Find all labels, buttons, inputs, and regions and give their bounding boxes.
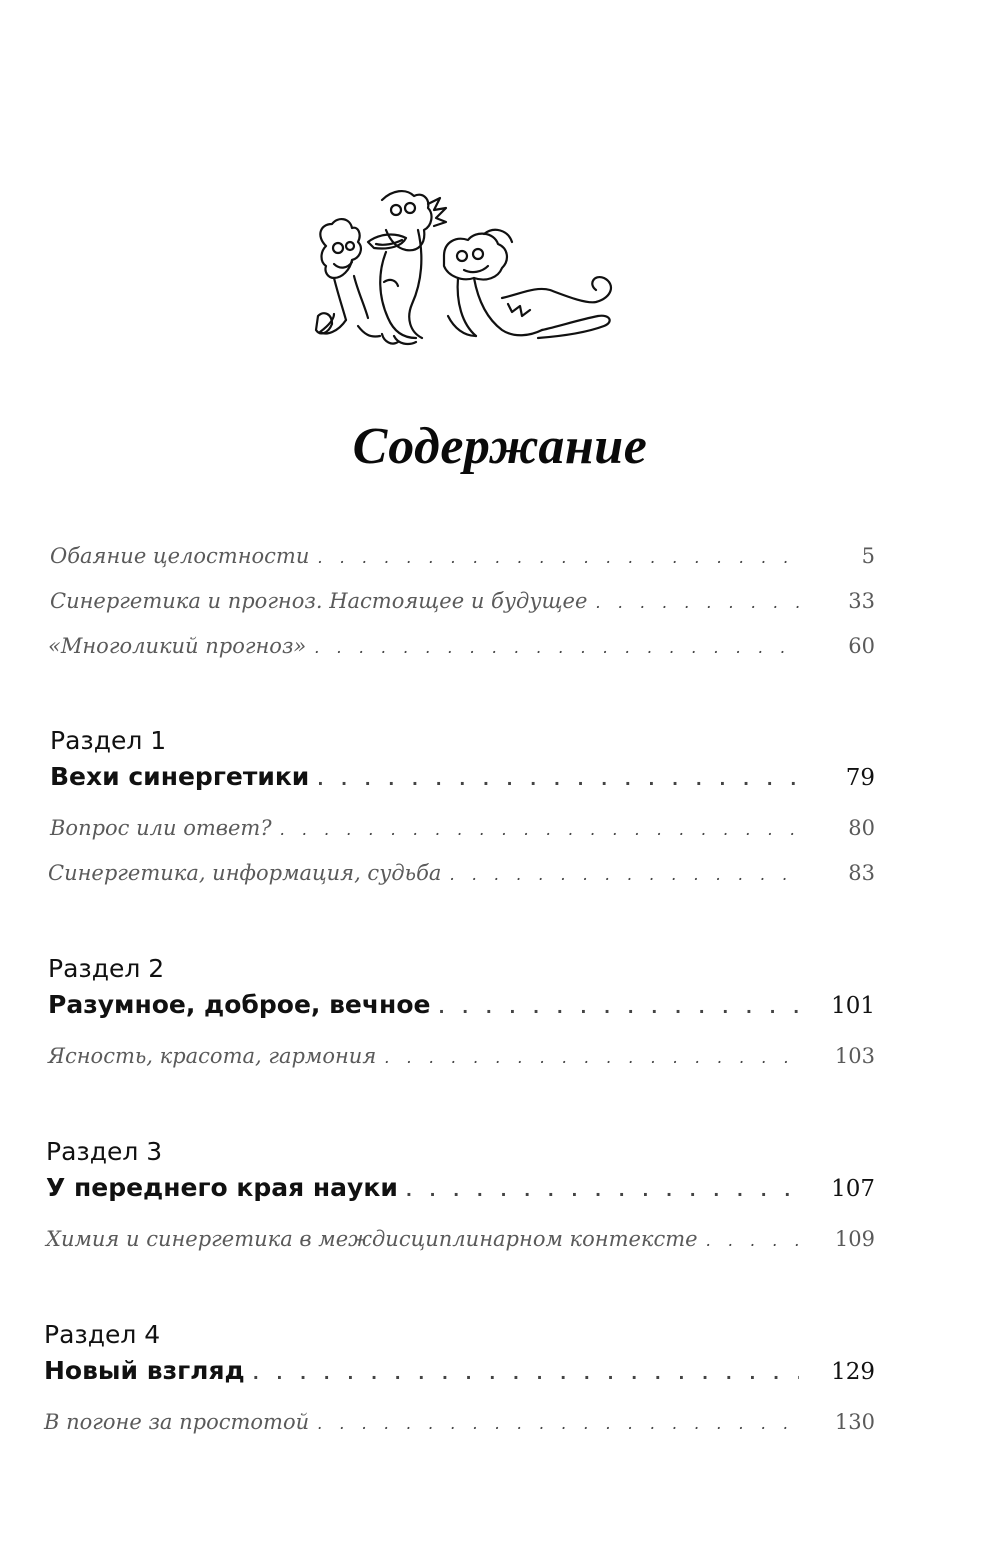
toc-leader-dots	[595, 593, 799, 612]
section-page: 129	[831, 1359, 875, 1385]
toc-entry-title: Ясность, красота, гармония	[48, 1044, 377, 1068]
section-title-entry[interactable]	[44, 1356, 875, 1385]
toc-entry-title: Синергетика, информация, судьба	[48, 861, 442, 885]
toc-entry-page: 103	[834, 1044, 875, 1068]
toc-leader-dots	[406, 1181, 799, 1200]
toc-entry-page: 109	[834, 1227, 875, 1251]
section-page: 79	[845, 765, 875, 791]
toc-leader-dots	[317, 548, 799, 567]
toc-entry-title: Химия и синергетика в междисциплинарном контексте	[46, 1227, 698, 1251]
toc-entry-title: Обаяние целостности	[50, 544, 310, 568]
toc-entry-page: 5	[861, 544, 875, 568]
section-page: 101	[831, 993, 875, 1019]
toc-entry[interactable]	[50, 544, 875, 568]
section-title: Разумное, доброе, вечное	[48, 990, 431, 1019]
section-title: У переднего края науки	[46, 1173, 398, 1202]
section-title: Новый взгляд	[44, 1356, 245, 1385]
toc-leader-dots	[314, 638, 799, 657]
toc-entry-title: Синергетика и прогноз. Настоящее и будущее	[50, 589, 588, 613]
toc-entry[interactable]	[48, 634, 875, 658]
toc-leader-dots	[253, 1364, 799, 1383]
section-title-entry[interactable]	[48, 990, 875, 1019]
toc-entry[interactable]	[50, 816, 875, 840]
toc-entry[interactable]	[46, 1227, 875, 1251]
toc-leader-dots	[384, 1048, 799, 1067]
section-heading: Раздел 1	[50, 726, 167, 755]
toc-entry[interactable]	[48, 1044, 875, 1068]
section-heading: Раздел 2	[48, 954, 165, 983]
toc-leader-dots	[438, 998, 799, 1017]
toc-entry[interactable]	[44, 1410, 875, 1434]
toc-entry-title: «Многоликий прогноз»	[48, 634, 307, 658]
toc-leader-dots	[317, 770, 799, 789]
section-title-entry[interactable]	[46, 1173, 875, 1202]
toc-leader-dots	[449, 865, 799, 884]
section-heading: Раздел 4	[44, 1320, 161, 1349]
toc-entry-title: В погоне за простотой	[44, 1410, 310, 1434]
toc-entry-title: Вопрос или ответ?	[50, 816, 272, 840]
toc-entry-page: 33	[848, 589, 875, 613]
toc-entry[interactable]	[50, 589, 875, 613]
contents-title: Содержание	[352, 417, 648, 475]
toc-entry-page: 130	[834, 1410, 875, 1434]
toc-entry-page: 83	[848, 861, 875, 885]
toc-leader-dots	[706, 1231, 799, 1250]
toc-entry[interactable]	[48, 861, 875, 885]
toc-leader-dots	[317, 1414, 799, 1433]
section-page: 107	[831, 1176, 875, 1202]
section-heading: Раздел 3	[46, 1137, 163, 1166]
section-title: Вехи синергетики	[50, 762, 310, 791]
toc-leader-dots	[280, 820, 799, 839]
section-title-entry[interactable]	[50, 762, 875, 791]
toc-entry-page: 60	[848, 634, 875, 658]
toc-entry-page: 80	[848, 816, 875, 840]
